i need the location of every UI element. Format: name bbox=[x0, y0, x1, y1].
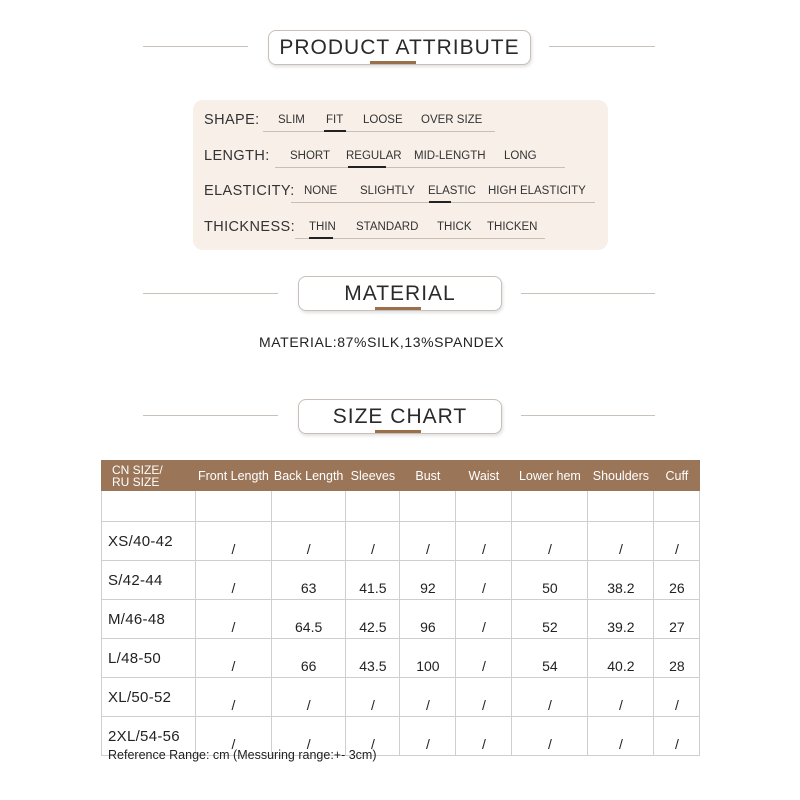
divider-line bbox=[143, 46, 248, 47]
attribute-option-selected: REGULAR bbox=[346, 150, 402, 162]
attribute-option: HIGH ELASTICITY bbox=[488, 185, 586, 197]
table-spacer-row bbox=[102, 491, 700, 522]
selected-marker bbox=[348, 166, 386, 168]
attribute-option-selected: ELASTIC bbox=[428, 185, 476, 197]
column-header: Bust bbox=[400, 461, 456, 491]
column-header: Shoulders bbox=[588, 461, 654, 491]
table-cell: / bbox=[196, 561, 272, 600]
table-cell: / bbox=[400, 522, 456, 561]
column-header: Waist bbox=[456, 461, 512, 491]
table-cell: 64.5 bbox=[271, 600, 346, 639]
attribute-option: THICKEN bbox=[487, 221, 538, 233]
table-cell: 26 bbox=[654, 561, 700, 600]
selected-marker bbox=[429, 201, 451, 203]
column-header: Back Length bbox=[271, 461, 346, 491]
column-header: Sleeves bbox=[346, 461, 400, 491]
size-label-cell: XS/40-42 bbox=[102, 522, 196, 561]
table-cell bbox=[654, 491, 700, 522]
column-header-size-line2: RU SIZE bbox=[112, 474, 160, 489]
table-cell: / bbox=[271, 678, 346, 717]
attribute-label: LENGTH: bbox=[204, 148, 270, 164]
table-cell: 28 bbox=[654, 639, 700, 678]
table-cell bbox=[456, 491, 512, 522]
table-cell: / bbox=[400, 678, 456, 717]
table-row bbox=[102, 522, 700, 561]
table-cell: 100 bbox=[400, 639, 456, 678]
table-cell: 66 bbox=[271, 639, 346, 678]
attribute-option: NONE bbox=[304, 185, 338, 197]
section-accent-bar bbox=[375, 307, 421, 310]
table-cell: / bbox=[512, 522, 588, 561]
section-title-product-attribute: PRODUCT ATTRIBUTE bbox=[268, 30, 531, 65]
table-cell: / bbox=[456, 678, 512, 717]
table-cell: / bbox=[588, 678, 654, 717]
table-cell: / bbox=[346, 717, 400, 756]
table-row bbox=[102, 600, 700, 639]
table-row bbox=[102, 639, 700, 678]
attribute-option: LOOSE bbox=[363, 114, 403, 126]
table-cell: 41.5 bbox=[346, 561, 400, 600]
section-title-material: MATERIAL bbox=[298, 276, 502, 311]
table-cell: 54 bbox=[512, 639, 588, 678]
table-cell: / bbox=[456, 717, 512, 756]
table-cell: 50 bbox=[512, 561, 588, 600]
selected-marker bbox=[309, 237, 333, 239]
table-cell bbox=[271, 491, 346, 522]
table-cell: / bbox=[196, 678, 272, 717]
divider-line bbox=[521, 415, 655, 416]
table-cell: / bbox=[654, 522, 700, 561]
table-cell: / bbox=[512, 717, 588, 756]
table-cell: / bbox=[271, 717, 346, 756]
divider-line bbox=[521, 293, 655, 294]
table-cell: / bbox=[588, 522, 654, 561]
table-cell bbox=[400, 491, 456, 522]
attribute-label: ELASTICITY: bbox=[204, 183, 295, 199]
size-label-cell: 2XL/54-56 bbox=[102, 717, 196, 756]
size-label-cell: XL/50-52 bbox=[102, 678, 196, 717]
table-cell: 27 bbox=[654, 600, 700, 639]
attribute-option: THICK bbox=[437, 221, 472, 233]
column-header: Cuff bbox=[654, 461, 700, 491]
table-cell: / bbox=[400, 717, 456, 756]
attribute-option-selected: FIT bbox=[326, 114, 344, 126]
attribute-row-length bbox=[193, 148, 608, 170]
table-header-row bbox=[102, 461, 700, 491]
attribute-option: LONG bbox=[504, 150, 537, 162]
column-header-size bbox=[102, 461, 196, 491]
attribute-option: SHORT bbox=[290, 150, 331, 162]
attribute-underline bbox=[275, 167, 565, 168]
table-cell: 40.2 bbox=[588, 639, 654, 678]
table-cell: / bbox=[456, 600, 512, 639]
table-cell: 52 bbox=[512, 600, 588, 639]
table-cell bbox=[346, 491, 400, 522]
table-cell bbox=[588, 491, 654, 522]
table-cell bbox=[102, 491, 196, 522]
attribute-option: STANDARD bbox=[356, 221, 419, 233]
divider-line bbox=[143, 293, 278, 294]
attribute-underline bbox=[263, 131, 495, 132]
table-cell bbox=[196, 491, 272, 522]
column-header-size-line1: CN SIZE/ bbox=[112, 462, 163, 477]
attribute-label: THICKNESS: bbox=[204, 219, 296, 235]
section-accent-bar bbox=[375, 430, 421, 433]
reference-note: Reference Range: cm (Messuring range:+- 3cm) bbox=[108, 748, 377, 762]
table-cell: / bbox=[588, 717, 654, 756]
product-attribute-panel bbox=[193, 100, 608, 250]
attribute-row-shape bbox=[193, 112, 608, 134]
table-cell: / bbox=[456, 639, 512, 678]
table-cell: / bbox=[271, 522, 346, 561]
table-cell: 96 bbox=[400, 600, 456, 639]
divider-line bbox=[549, 46, 655, 47]
section-accent-bar bbox=[370, 61, 416, 64]
attribute-option: SLIGHTLY bbox=[360, 185, 415, 197]
table-cell: / bbox=[346, 522, 400, 561]
attribute-option: SLIM bbox=[278, 114, 305, 126]
table-row bbox=[102, 678, 700, 717]
table-cell: / bbox=[196, 600, 272, 639]
table-cell: / bbox=[456, 561, 512, 600]
attribute-label: SHAPE: bbox=[204, 112, 260, 128]
table-cell: / bbox=[196, 639, 272, 678]
table-row bbox=[102, 561, 700, 600]
size-label-cell: L/48-50 bbox=[102, 639, 196, 678]
material-composition: MATERIAL:87%SILK,13%SPANDEX bbox=[259, 334, 505, 350]
table-cell bbox=[512, 491, 588, 522]
attribute-option-selected: THIN bbox=[309, 221, 336, 233]
table-cell: / bbox=[512, 678, 588, 717]
selected-marker bbox=[324, 130, 346, 132]
table-cell: 92 bbox=[400, 561, 456, 600]
size-label-cell: S/42-44 bbox=[102, 561, 196, 600]
table-cell: 63 bbox=[271, 561, 346, 600]
size-chart-table bbox=[101, 460, 700, 756]
attribute-option: OVER SIZE bbox=[421, 114, 483, 126]
section-title-size-chart: SIZE CHART bbox=[298, 399, 502, 434]
column-header: Front Length bbox=[196, 461, 272, 491]
table-cell: 42.5 bbox=[346, 600, 400, 639]
table-cell: / bbox=[196, 717, 272, 756]
attribute-row-thickness bbox=[193, 219, 608, 241]
table-cell: / bbox=[654, 717, 700, 756]
divider-line bbox=[143, 415, 278, 416]
table-cell: / bbox=[654, 678, 700, 717]
table-cell: 43.5 bbox=[346, 639, 400, 678]
table-cell: / bbox=[196, 522, 272, 561]
table-cell: / bbox=[456, 522, 512, 561]
table-cell: 39.2 bbox=[588, 600, 654, 639]
table-cell: 38.2 bbox=[588, 561, 654, 600]
attribute-option: MID-LENGTH bbox=[414, 150, 486, 162]
attribute-row-elasticity bbox=[193, 183, 608, 205]
size-label-cell: M/46-48 bbox=[102, 600, 196, 639]
table-cell: / bbox=[346, 678, 400, 717]
column-header: Lower hem bbox=[512, 461, 588, 491]
